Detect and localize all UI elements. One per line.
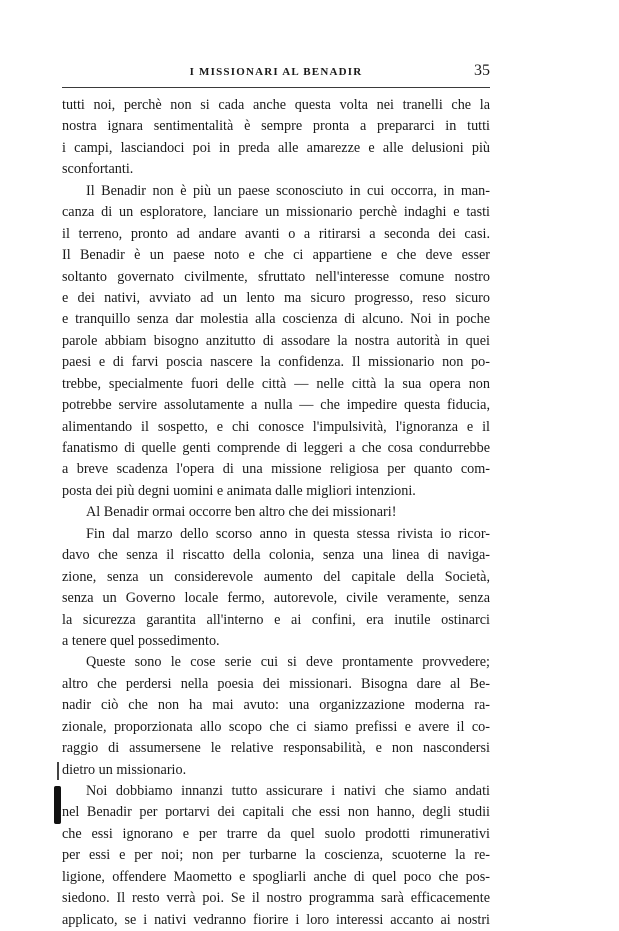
- text-line: alimentando il sospetto, e chi conosce l'impulsività, l'ignoranza e il: [62, 418, 490, 435]
- text-line: a tenere quel possedimento.: [62, 632, 220, 649]
- binding-edge-mark: [54, 786, 61, 824]
- text-line: posta dei più degni uomini e animata dalle migliori intenzioni.: [62, 482, 416, 499]
- text-line: e tranquillo senza dar molestia alla coscienza di alcuno. Noi in poche: [62, 311, 490, 328]
- text-line: zione, senza un considerevole aumento del capitale della Società,: [62, 568, 490, 585]
- text-line: la sicurezza garantita all'interno e ai confini, era inutile ostinarci: [62, 611, 490, 628]
- text-line: e dei nativi, avviato ad un lento ma sicuro progresso, reso sicuro: [62, 289, 490, 306]
- text-line: nadir ciò che non ha mai avuto: una organizzazione moderna ra-: [62, 697, 490, 714]
- text-line: trebbe, specialmente fuori delle città — nelle città la sua opera non: [62, 375, 490, 392]
- text-line: ligione, offendere Maometto e spogliarli anche di quel poco che pos-: [62, 868, 490, 885]
- page-number: 35: [474, 62, 490, 79]
- text-line: nel Benadir per portarvi dei capitali che essi non hanno, degli studii: [62, 804, 490, 821]
- text-line: canza di un esploratore, lanciare un missionario perchè indaghi e tasti: [62, 204, 490, 221]
- text-line: zionale, proporzionata allo scopo che ci siamo prefissi e avere il co-: [62, 718, 490, 735]
- margin-mark: [57, 762, 59, 780]
- text-line: tutti noi, perchè non si cada anche questa volta nei tranelli che la: [62, 97, 490, 113]
- text-line: Fin dal marzo dello scorso anno in questa stessa rivista io ricor-: [86, 525, 490, 542]
- text-line: raggio di assumersene le relative responsabilità, e non nascondersi: [62, 740, 490, 757]
- text-line: Queste sono le cose serie cui si deve prontamente provvedere;: [86, 654, 490, 671]
- header-rule: [62, 87, 490, 88]
- text-line: che essi ignorano e per trarre da quel suolo prodotti rimunerativi: [62, 825, 490, 842]
- text-line: a breve scadenza l'opera di una missione religiosa per quanto com-: [62, 461, 490, 478]
- text-line: nostra ignara sentimentalità è sempre pronta a prepararci in tutti: [62, 118, 490, 135]
- text-line: dietro un missionario.: [62, 761, 187, 778]
- text-line: altro che perdersi nella poesia dei missionari. Bisogna dare al Be-: [62, 675, 490, 692]
- text-line: il terreno, pronto ad andare avanti o a ritirarsi a seconda dei casi.: [62, 225, 490, 242]
- text-line: potrebbe servire assolutamente a nulla — che impedire questa fiducia,: [62, 397, 490, 414]
- text-line: Al Benadir ormai occorre ben altro che dei missionari!: [86, 504, 397, 521]
- text-line: siedono. Il resto verrà poi. Se il nostro programma sarà efficacemente: [62, 890, 490, 907]
- text-line: applicato, se i nativi vedranno fiorire i loro interessi accanto ai nostri: [62, 911, 490, 928]
- text-line: Noi dobbiamo innanzi tutto assicurare i nativi che siamo andati: [86, 783, 490, 799]
- text-line: soltanto governato civilmente, sfruttato nell'interesse comune nostro: [62, 268, 490, 285]
- text-line: per essi e per noi; non per turbarne la coscienza, scuoterne la re-: [62, 847, 490, 864]
- text-line: davo che senza il riscatto della colonia, senza una linea di naviga-: [62, 547, 490, 564]
- text-line: parole abbiam bisogno anzitutto di assodare la nostra autorità in quei: [62, 332, 490, 349]
- text-line: i campi, lasciandoci poi in preda alle amarezze e alle delusioni più: [62, 139, 490, 156]
- text-line: Il Benadir non è più un paese sconosciuto in cui occorra, in man-: [86, 182, 490, 199]
- text-line: Il Benadir è un paese noto e che ci appartiene e che deve esser: [62, 247, 490, 264]
- body-text: [62, 95, 490, 931]
- text-line: paesi e di farvi poscia nascere la confidenza. Il missionario non po-: [62, 354, 490, 371]
- text-line: fanatismo di quelle genti comprende di leggeri a che cosa condurrebbe: [62, 440, 490, 456]
- text-line: senza un Governo locale fermo, autorevole, civile veramente, senza: [62, 590, 490, 607]
- running-head: [62, 62, 490, 84]
- running-head-title: I MISSIONARI AL BENADIR: [189, 66, 363, 78]
- text-line: sconfortanti.: [62, 161, 134, 178]
